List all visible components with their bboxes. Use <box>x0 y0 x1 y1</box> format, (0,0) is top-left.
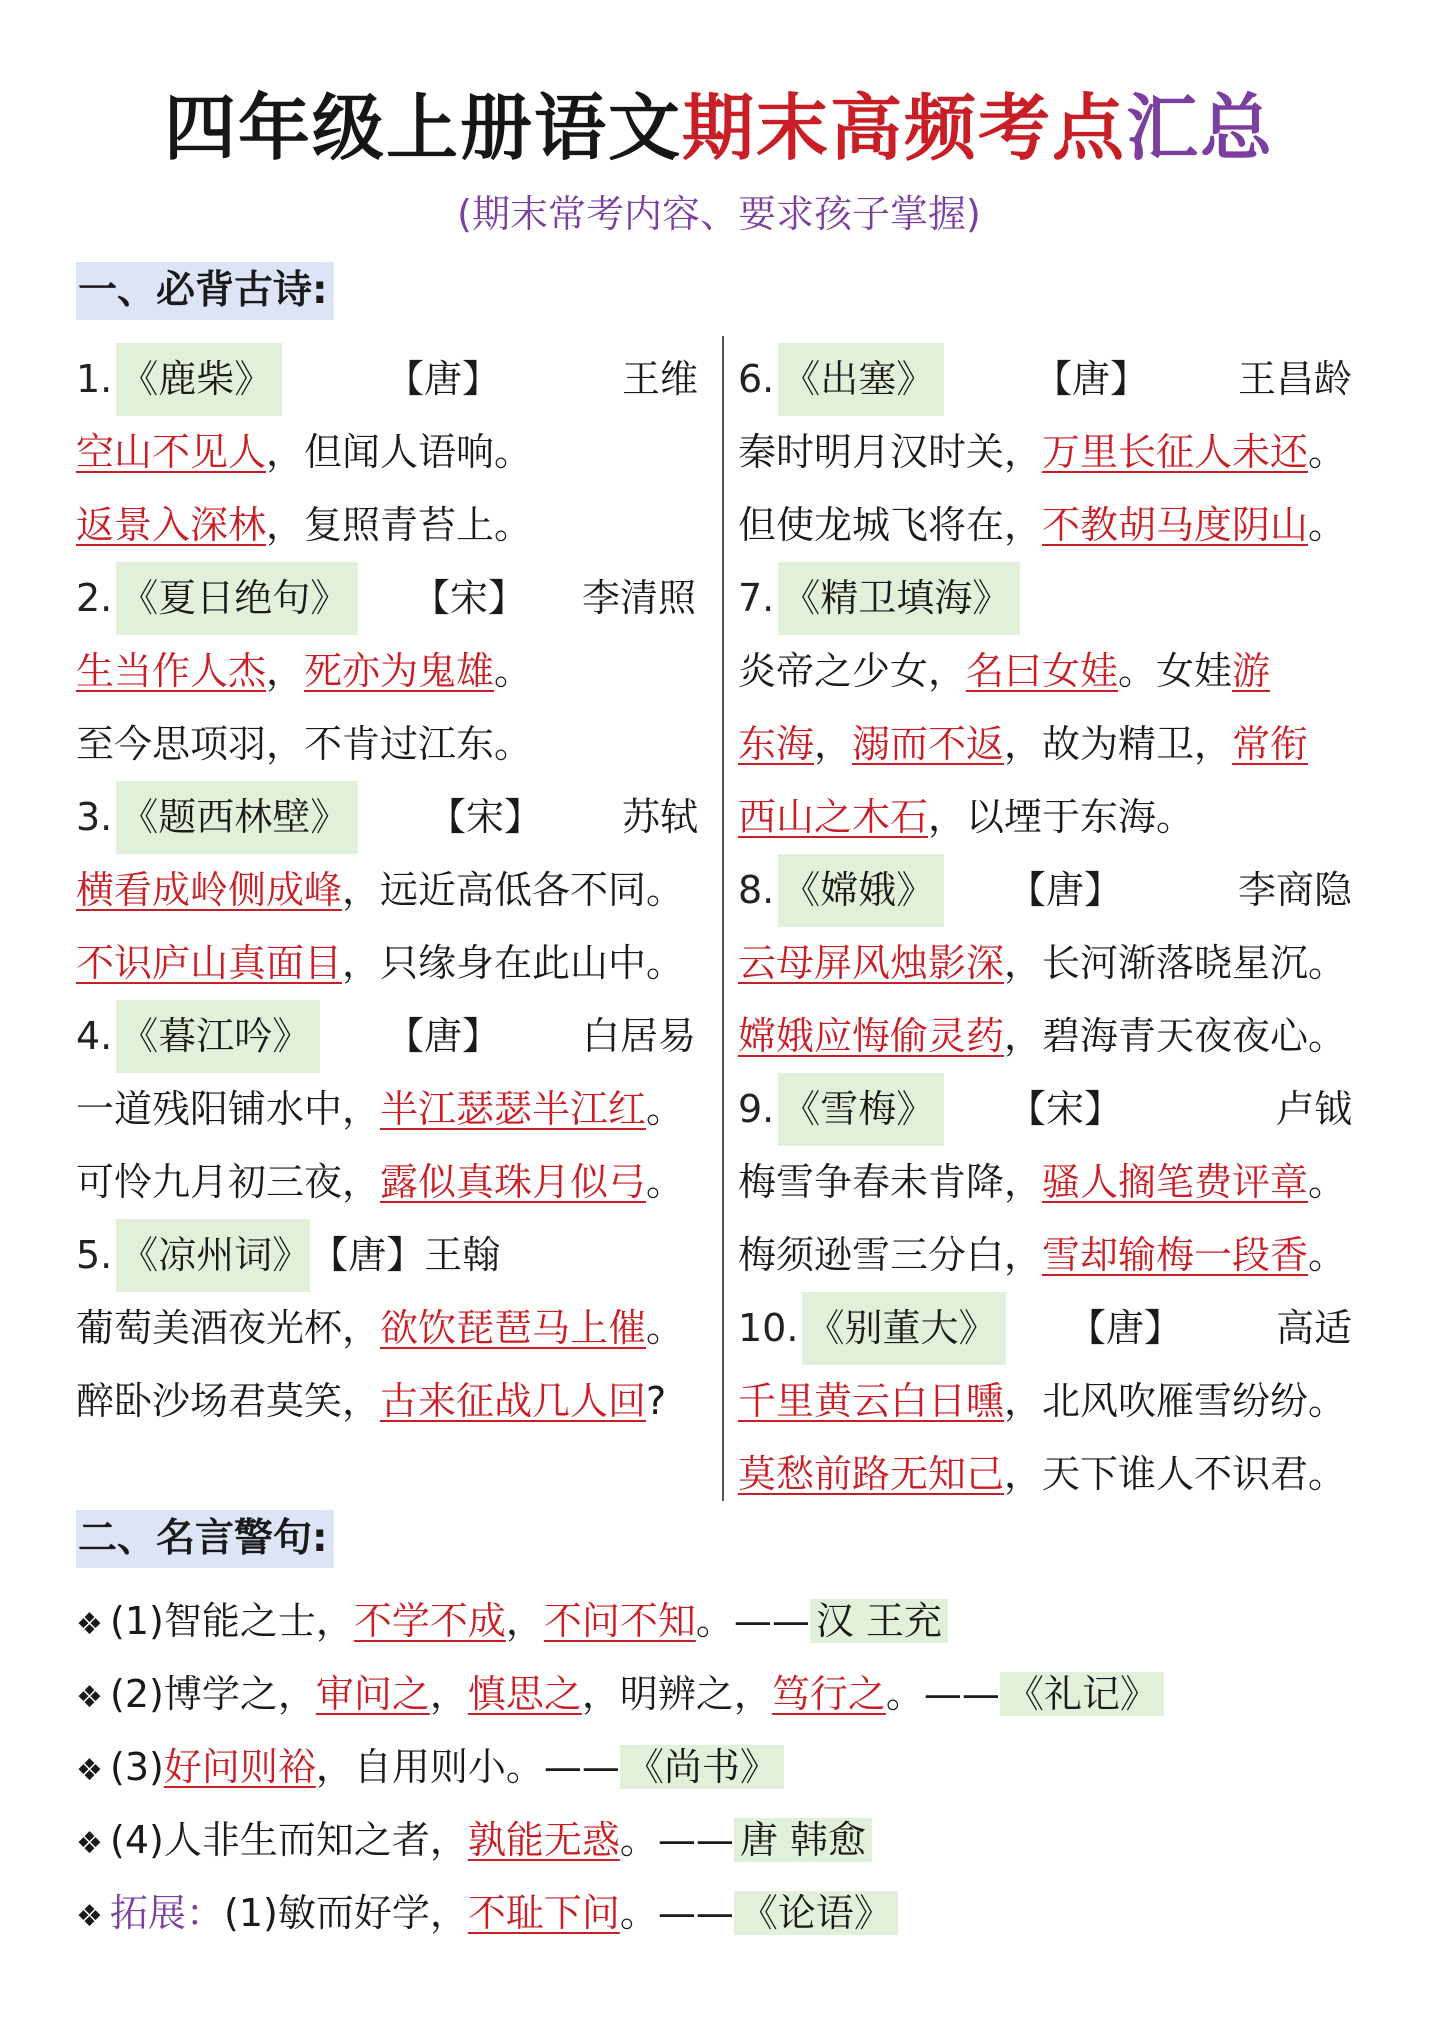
poem-number: 2. <box>76 576 113 620</box>
key-phrase: 生当作人杰 <box>76 649 267 693</box>
key-phrase: 嫦娥应悔偷灵药 <box>738 1014 1005 1058</box>
poem-dynasty: 【唐】 <box>1034 357 1149 401</box>
key-phrase: 东海 <box>738 722 815 766</box>
key-phrase: 骚人搁笔费评章 <box>1042 1160 1309 1204</box>
poem-line <box>738 416 1378 489</box>
quote-text: ， <box>505 1599 544 1643</box>
quote-text: 博学之， <box>163 1672 316 1716</box>
poem-line <box>738 927 1378 1000</box>
verse-text: ，北风吹雁雪纷纷。 <box>1004 1379 1347 1423</box>
poem-line <box>76 489 716 562</box>
page-subtitle: (期末常考内容、要求孩子掌握) <box>457 192 981 236</box>
quote-source: 《尚书》 <box>620 1745 784 1789</box>
verse-text: ，复照青苔上。 <box>266 503 533 547</box>
poem-number: 1. <box>76 357 113 401</box>
quote-text: 人非生而知之者， <box>163 1818 468 1862</box>
verse-text: 葡萄美酒夜光杯， <box>76 1306 381 1350</box>
poem-line <box>76 635 716 708</box>
section-heading-quotes: 二、名言警句: <box>76 1510 334 1568</box>
title-part-1: 四年级上册语文 <box>163 86 682 170</box>
poem-line <box>76 1146 716 1219</box>
poem-author: 李商隐 <box>1238 868 1353 912</box>
verse-text: 醉卧沙场君莫笑， <box>76 1379 381 1423</box>
quote-source: 《礼记》 <box>1000 1672 1164 1716</box>
poem-title: 《别董大》 <box>802 1292 1006 1365</box>
poem-number: 3. <box>76 795 113 839</box>
poem-author: 王维 <box>622 357 699 401</box>
quote-item <box>76 1658 1164 1731</box>
poem-dynasty: 【唐】 <box>1068 1306 1183 1350</box>
verse-text: 。 <box>646 1160 685 1204</box>
poem-number: 6. <box>738 357 775 401</box>
poem-line <box>738 1438 1378 1511</box>
poem-author: 王翰 <box>424 1233 501 1277</box>
key-phrase: 空山不见人 <box>76 430 267 474</box>
key-phrase: 笃行之 <box>771 1672 886 1716</box>
section-heading-poems: 一、必背古诗: <box>76 262 334 320</box>
verse-text: 至今思项羽，不肯过江东。 <box>76 722 533 766</box>
verse-text: 。 <box>1308 430 1347 474</box>
key-phrase: 常衔 <box>1232 722 1309 766</box>
quote-text: 。—— <box>619 1818 734 1862</box>
poem-title: 《精卫填海》 <box>778 562 1020 635</box>
poem-author: 苏轼 <box>622 795 699 839</box>
extension-label: 拓展： <box>110 1891 225 1935</box>
poem-dynasty: 【唐】 <box>386 357 501 401</box>
quote-source: 汉 王充 <box>810 1599 948 1643</box>
poem-header <box>738 562 1378 635</box>
quote-number: (3) <box>110 1745 164 1789</box>
poem-header <box>738 343 1378 416</box>
poem-header <box>76 1219 716 1292</box>
verse-text: ， <box>814 722 853 766</box>
poem-header <box>738 1292 1378 1365</box>
verse-text: 。 <box>494 649 533 693</box>
poem-dynasty: 【唐】 <box>1008 868 1123 912</box>
verse-text: ，远近高低各不同。 <box>342 868 685 912</box>
quote-item <box>76 1585 948 1658</box>
key-phrase: 游 <box>1232 649 1271 693</box>
quote-source: 唐 韩愈 <box>734 1818 872 1862</box>
quote-text: 。—— <box>885 1672 1000 1716</box>
verse-text: 但使龙城飞将在， <box>738 503 1043 547</box>
verse-text: ，只缘身在此山中。 <box>342 941 685 985</box>
key-phrase: 不教胡马度阴山 <box>1042 503 1309 547</box>
key-phrase: 古来征战几人回 <box>380 1379 647 1423</box>
poem-line <box>738 1000 1378 1073</box>
quote-source: 《论语》 <box>734 1891 898 1935</box>
poem-dynasty: 【宋】 <box>412 576 527 620</box>
quote-text: 敏而好学， <box>277 1891 468 1935</box>
poem-author: 高适 <box>1276 1306 1353 1350</box>
quote-text: ，自用则小。—— <box>315 1745 620 1789</box>
key-phrase: 万里长征人未还 <box>1042 430 1309 474</box>
key-phrase: 半江瑟瑟半江红 <box>380 1087 647 1131</box>
poem-dynasty: 【唐】 <box>310 1233 425 1277</box>
key-phrase: 西山之木石 <box>738 795 929 839</box>
key-phrase: 死亦为鬼雄 <box>304 649 495 693</box>
poem-line <box>76 1365 716 1438</box>
key-phrase: 孰能无惑 <box>467 1818 620 1862</box>
key-phrase: 横看成岭侧成峰 <box>76 868 343 912</box>
verse-text: 一道残阳铺水中， <box>76 1087 381 1131</box>
poem-line <box>738 489 1378 562</box>
verse-text: 。 <box>646 1087 685 1131</box>
key-phrase: 欲饮琵琶马上催 <box>380 1306 647 1350</box>
key-phrase: 不问不知 <box>543 1599 696 1643</box>
key-phrase: 不识庐山真面目 <box>76 941 343 985</box>
poem-author: 白居易 <box>582 1014 697 1058</box>
key-phrase: 莫愁前路无知己 <box>738 1452 1005 1496</box>
verse-text: 。 <box>1308 1233 1347 1277</box>
poem-author: 王昌龄 <box>1238 357 1353 401</box>
verse-text: ，以堙于东海。 <box>928 795 1195 839</box>
verse-text: 梅雪争春未肯降， <box>738 1160 1043 1204</box>
key-phrase: 返景入深林 <box>76 503 267 547</box>
poem-author: 李清照 <box>582 576 697 620</box>
poem-title: 《题西林壁》 <box>116 781 358 854</box>
bullet-icon: ❖ <box>76 1753 103 1788</box>
column-divider <box>722 336 724 1501</box>
poem-header <box>738 854 1378 927</box>
verse-text: ，但闻人语响。 <box>266 430 533 474</box>
poem-number: 7. <box>738 576 775 620</box>
poem-line <box>738 635 1378 708</box>
quote-text: 。—— <box>695 1599 810 1643</box>
verse-text: 。 <box>1308 503 1347 547</box>
verse-text: 。 <box>1308 1160 1347 1204</box>
poem-line <box>76 416 716 489</box>
poem-line <box>738 781 1378 854</box>
bullet-icon: ❖ <box>76 1607 103 1642</box>
quote-item <box>76 1804 872 1877</box>
poem-line <box>76 927 716 1000</box>
bullet-icon: ❖ <box>76 1680 103 1715</box>
poem-number: 4. <box>76 1014 113 1058</box>
poem-header <box>76 1000 716 1073</box>
quote-number: (1) <box>110 1599 164 1643</box>
poem-line <box>738 708 1378 781</box>
verse-text: 。女娃 <box>1118 649 1233 693</box>
verse-text: ，天下谁人不识君。 <box>1004 1452 1347 1496</box>
poem-number: 9. <box>738 1087 775 1131</box>
poem-dynasty: 【宋】 <box>1008 1087 1123 1131</box>
verse-text: ，碧海青天夜夜心。 <box>1004 1014 1347 1058</box>
verse-text: ? <box>646 1379 667 1423</box>
quote-text: 。—— <box>619 1891 734 1935</box>
key-phrase: 雪却输梅一段香 <box>1042 1233 1309 1277</box>
quote-number: (1) <box>224 1891 278 1935</box>
poem-header <box>76 343 716 416</box>
key-phrase: 好问则裕 <box>163 1745 316 1789</box>
verse-text: 炎帝之少女， <box>738 649 967 693</box>
key-phrase: 溺而不返 <box>852 722 1005 766</box>
key-phrase: 千里黄云白日曛 <box>738 1379 1005 1423</box>
verse-text: 可怜九月初三夜， <box>76 1160 381 1204</box>
verse-text: 梅须逊雪三分白， <box>738 1233 1043 1277</box>
poem-author: 卢钺 <box>1276 1087 1353 1131</box>
quote-text: ， <box>429 1672 468 1716</box>
poem-header <box>738 1073 1378 1146</box>
poem-line <box>738 1365 1378 1438</box>
verse-text: 秦时明月汉时关， <box>738 430 1043 474</box>
quote-text: 智能之士， <box>163 1599 354 1643</box>
verse-text: ，故为精卫， <box>1004 722 1233 766</box>
poem-title: 《鹿柴》 <box>116 343 282 416</box>
quote-item <box>76 1877 898 1950</box>
poem-dynasty: 【宋】 <box>428 795 543 839</box>
key-phrase: 露似真珠月似弓 <box>380 1160 647 1204</box>
poem-dynasty: 【唐】 <box>386 1014 501 1058</box>
poem-line <box>76 1073 716 1146</box>
page-title <box>0 88 1438 168</box>
poem-line <box>76 708 716 781</box>
poem-number: 8. <box>738 868 775 912</box>
poem-title: 《雪梅》 <box>778 1073 944 1146</box>
quote-number: (2) <box>110 1672 164 1716</box>
poem-line <box>76 854 716 927</box>
key-phrase: 不学不成 <box>353 1599 506 1643</box>
poem-title: 《夏日绝句》 <box>116 562 358 635</box>
key-phrase: 不耻下问 <box>467 1891 620 1935</box>
key-phrase: 审问之 <box>315 1672 430 1716</box>
key-phrase: 慎思之 <box>467 1672 582 1716</box>
poem-title: 《凉州词》 <box>116 1219 310 1292</box>
verse-text: 。 <box>646 1306 685 1350</box>
title-part-3: 汇总 <box>1126 86 1275 170</box>
bullet-icon: ❖ <box>76 1899 103 1934</box>
poem-line <box>76 1292 716 1365</box>
poem-title: 《暮江吟》 <box>116 1000 320 1073</box>
key-phrase: 名曰女娃 <box>966 649 1119 693</box>
poem-number: 5. <box>76 1233 113 1277</box>
title-part-2: 期末高频考点 <box>681 86 1126 170</box>
poem-line <box>738 1219 1378 1292</box>
poem-line <box>738 1146 1378 1219</box>
verse-text: ，长河渐落晓星沉。 <box>1004 941 1347 985</box>
quote-number: (4) <box>110 1818 164 1862</box>
quote-text: ，明辨之， <box>581 1672 772 1716</box>
poems-left-column <box>76 343 716 1438</box>
poem-header <box>76 781 716 854</box>
poem-title: 《嫦娥》 <box>778 854 944 927</box>
quote-item <box>76 1731 784 1804</box>
poem-number: 10. <box>738 1306 799 1350</box>
poem-title: 《出塞》 <box>778 343 944 416</box>
poems-right-column <box>738 343 1378 1511</box>
poem-header <box>76 562 716 635</box>
key-phrase: 云母屏风烛影深 <box>738 941 1005 985</box>
verse-text: ， <box>266 649 305 693</box>
bullet-icon: ❖ <box>76 1826 103 1861</box>
